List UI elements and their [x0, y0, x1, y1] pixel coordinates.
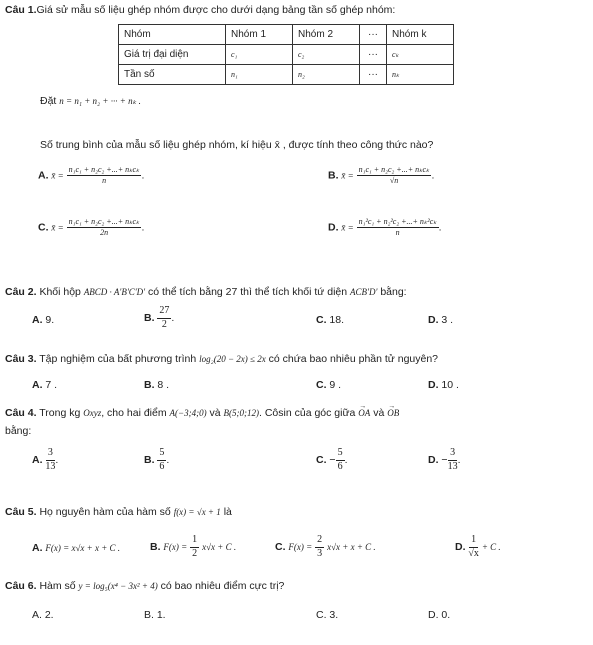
table-row [119, 65, 454, 85]
option-fraction: $\frac{\text{n₁c₁ + n₂c₂ +...+ nₖcₖ}}{√n}$ [358, 165, 430, 186]
q2-text: Khối hộp [39, 286, 81, 298]
option-value: 9 . [329, 379, 342, 391]
q5-option-c[interactable] [275, 535, 376, 559]
table-cell: Giá trị đại diện [119, 45, 226, 65]
q4-text: . Côsin của góc giữa [259, 407, 356, 419]
option-label: C. [316, 453, 327, 466]
option-sign: − [329, 453, 336, 466]
option-lhs: x̄ = [51, 222, 64, 233]
option-label: C. [316, 379, 327, 391]
q2-stem [5, 286, 407, 298]
table-cell: Nhóm [119, 25, 226, 45]
option-rhs: x√x + C . [202, 541, 237, 552]
q5-option-a[interactable] [32, 542, 120, 554]
option-label: B. [150, 540, 161, 553]
q5-label: Câu 5. [5, 506, 37, 518]
option-label: A. [32, 542, 43, 554]
q1-set-line [40, 95, 141, 107]
q5-text: là [223, 506, 232, 518]
option-label: C. [275, 540, 286, 553]
option-fraction: $\frac{1}{2}$ [192, 534, 198, 559]
q2-option-b[interactable]: B. $\frac{27}{2}$ . [144, 305, 175, 330]
option-fraction: $\frac{3}{13}$ [447, 447, 458, 472]
option-label: B. [144, 453, 155, 466]
q4-text: và [373, 407, 385, 419]
q4-label: Câu 4. [5, 407, 37, 419]
option-value: 7 . [45, 379, 58, 391]
q4-stem [5, 402, 400, 419]
option-label: D. [428, 379, 439, 391]
q2-math: ABCD · A'B'C'D' [83, 287, 146, 297]
option-value: 18. [329, 314, 345, 326]
q1-set-label: Đặt [40, 95, 57, 107]
q4-option-d[interactable]: D. − $\frac{3}{13}$ . [428, 447, 461, 472]
q1-option-c[interactable]: C. x̄ = $\frac{\text{n₁c₁ + n₂c₂ +...+ nₖcₖ}}{2n}$ . [38, 217, 145, 238]
option-value: 2. [44, 609, 54, 621]
q2-text: bằng: [380, 286, 407, 298]
table-cell: c₁ [226, 45, 293, 65]
q6-option-a[interactable] [32, 609, 54, 621]
option-value: 3 . [441, 314, 454, 326]
table-cell: n₁ [226, 65, 293, 85]
q1-stem [5, 4, 395, 16]
q6-option-d[interactable] [428, 609, 450, 621]
q1-question: Số trung bình của mẫu số liệu ghép nhóm, kí hiệu x̄ , được tính theo công thức nào? [40, 139, 434, 151]
option-lhs: F(x) = [288, 541, 313, 552]
table-cell: nₖ [387, 65, 454, 85]
q3-label: Câu 3. [5, 353, 37, 365]
option-label: D. [455, 540, 466, 553]
q3-option-c[interactable] [316, 379, 341, 391]
table-cell: ··· [360, 65, 387, 85]
option-sign: − [441, 453, 448, 466]
q2-option-d[interactable] [428, 314, 453, 326]
option-label: D. [428, 609, 439, 621]
option-label: D. [428, 314, 439, 326]
option-fraction: $\frac{\text{n₁c₁ + n₂c₂ +...+ nₖcₖ}}{n}$ [68, 165, 140, 186]
option-value: 3. [329, 609, 339, 621]
q2-label: Câu 2. [5, 286, 37, 298]
q3-math: log₂(20 − 2x) ≤ 2x [199, 354, 266, 364]
q6-label: Câu 6. [5, 580, 37, 592]
table-cell: Tần số [119, 65, 226, 85]
q3-option-d[interactable] [428, 379, 459, 391]
table-row [119, 25, 454, 45]
option-fraction: $\frac{5}{6}$ [159, 447, 165, 472]
option-label: C. [316, 609, 327, 621]
option-rhs: x√x + x + C . [327, 541, 376, 552]
q1-text: Giá sử mẫu số liệu ghép nhóm được cho dưới dạng bảng tần số ghép nhóm: [36, 4, 396, 16]
q3-text: có chứa bao nhiêu phần tử nguyên? [268, 353, 439, 365]
option-label: B. [144, 609, 154, 621]
q6-option-c[interactable] [316, 609, 338, 621]
option-fraction: $\frac{\text{n₁²c₁ + n₂²c₂ +...+ nₖ²cₖ}}{n}$ [358, 217, 437, 238]
q3-stem [5, 353, 438, 365]
q2-option-a[interactable] [32, 314, 54, 326]
option-label: A. [32, 609, 42, 621]
q5-option-b[interactable] [150, 535, 236, 559]
option-fraction: $\frac{5}{6}$ [337, 447, 343, 472]
option-label: A. [32, 314, 43, 326]
q3-option-a[interactable] [32, 379, 57, 391]
q1-option-d[interactable]: D. x̄ = $\frac{\text{n₁²c₁ + n₂²c₂ +...+ nₖ²cₖ}}{n}$ . [328, 217, 442, 238]
table-cell: ··· [360, 25, 387, 45]
option-label: A. [38, 169, 49, 182]
option-lhs: x̄ = [341, 170, 354, 181]
q4-stem-end: bằng: [5, 425, 32, 437]
option-fraction: $\frac{2}{3}$ [317, 534, 323, 559]
option-value: 10 . [441, 379, 459, 391]
q4-option-b[interactable]: B. $\frac{5}{6}$ . [144, 447, 170, 472]
q4-math: B(5;0;12) [223, 408, 260, 418]
q4-option-a[interactable]: A. $\frac{3}{13}$ . [32, 447, 59, 472]
option-value: 0. [441, 609, 451, 621]
option-value: F(x) = x√x + x + C . [45, 543, 121, 553]
q5-text: Họ nguyên hàm của hàm số [39, 506, 171, 518]
frequency-table [118, 24, 454, 85]
option-label: B. [328, 169, 339, 182]
q2-option-c[interactable] [316, 314, 344, 326]
q6-math: y = log₅(x⁴ − 3x² + 4) [78, 581, 158, 591]
q4-text: Trong kg [39, 407, 81, 419]
q1-option-b[interactable]: B. x̄ = $\frac{\text{n₁c₁ + n₂c₂ +...+ nₖcₖ}}{√n}$ . [328, 165, 435, 186]
table-cell: ··· [360, 45, 387, 65]
table-cell: Nhóm k [387, 25, 454, 45]
q4-math: Oxyz [83, 408, 102, 418]
option-lhs: x̄ = [51, 170, 64, 181]
option-value: 1. [156, 609, 166, 621]
q6-text: Hàm số [39, 580, 76, 592]
option-lhs: x̄ = [341, 222, 354, 233]
q6-stem [5, 580, 284, 592]
option-fraction: $\frac{27}{2}$ [159, 305, 170, 330]
q6-option-b[interactable] [144, 609, 166, 621]
q5-option-d[interactable] [455, 535, 501, 559]
q4-math: A(−3;4;0) [169, 408, 207, 418]
table-cell: cₖ [387, 45, 454, 65]
option-label: B. [144, 379, 155, 391]
q1-label: Câu 1. [5, 4, 37, 16]
table-cell: c₂ [293, 45, 360, 65]
vector-oa: → OA [358, 402, 371, 418]
table-cell: Nhóm 1 [226, 25, 293, 45]
option-fraction: $\frac{3}{13}$ [45, 447, 56, 472]
option-label: B. [144, 311, 155, 324]
option-label: D. [428, 453, 439, 466]
q5-stem [5, 506, 232, 518]
q1-option-a[interactable]: A. x̄ = $\frac{\text{n₁c₁ + n₂c₂ +...+ nₖcₖ}}{n}$ . [38, 165, 145, 186]
option-label: C. [316, 314, 327, 326]
q3-text: Tập nghiệm của bất phương trình [39, 353, 197, 365]
option-label: A. [32, 453, 43, 466]
q4-text: , cho hai điểm [101, 407, 167, 419]
option-rhs: + C . [481, 541, 501, 552]
q2-math: ACB'D' [350, 287, 378, 297]
q1-set-formula: n = n₁ + n₂ + ··· + nₖ . [59, 96, 141, 106]
vector-ob: → OB [387, 402, 400, 418]
option-value: 9. [45, 314, 55, 326]
q6-text: có bao nhiêu điểm cực trị? [160, 580, 285, 592]
option-value: 8 . [157, 379, 170, 391]
option-lhs: F(x) = [163, 541, 188, 552]
q2-text: có thể tích bằng 27 thì thể tích khối tứ diện [148, 286, 348, 298]
option-label: D. [328, 221, 339, 234]
q4-option-c[interactable]: C. − $\frac{5}{6}$ . [316, 447, 348, 472]
option-fraction: $\frac{1}{√x}$ [468, 534, 479, 559]
q4-text: và [209, 407, 221, 419]
table-cell: Nhóm 2 [293, 25, 360, 45]
table-cell: n₂ [293, 65, 360, 85]
option-label: C. [38, 221, 49, 234]
q5-math: f(x) = √x + 1 [173, 507, 221, 517]
q3-option-b[interactable] [144, 379, 169, 391]
option-fraction: $\frac{\text{n₁c₁ + n₂c₂ +...+ nₖcₖ}}{2n}$ [68, 217, 140, 238]
option-label: A. [32, 379, 43, 391]
table-row [119, 45, 454, 65]
